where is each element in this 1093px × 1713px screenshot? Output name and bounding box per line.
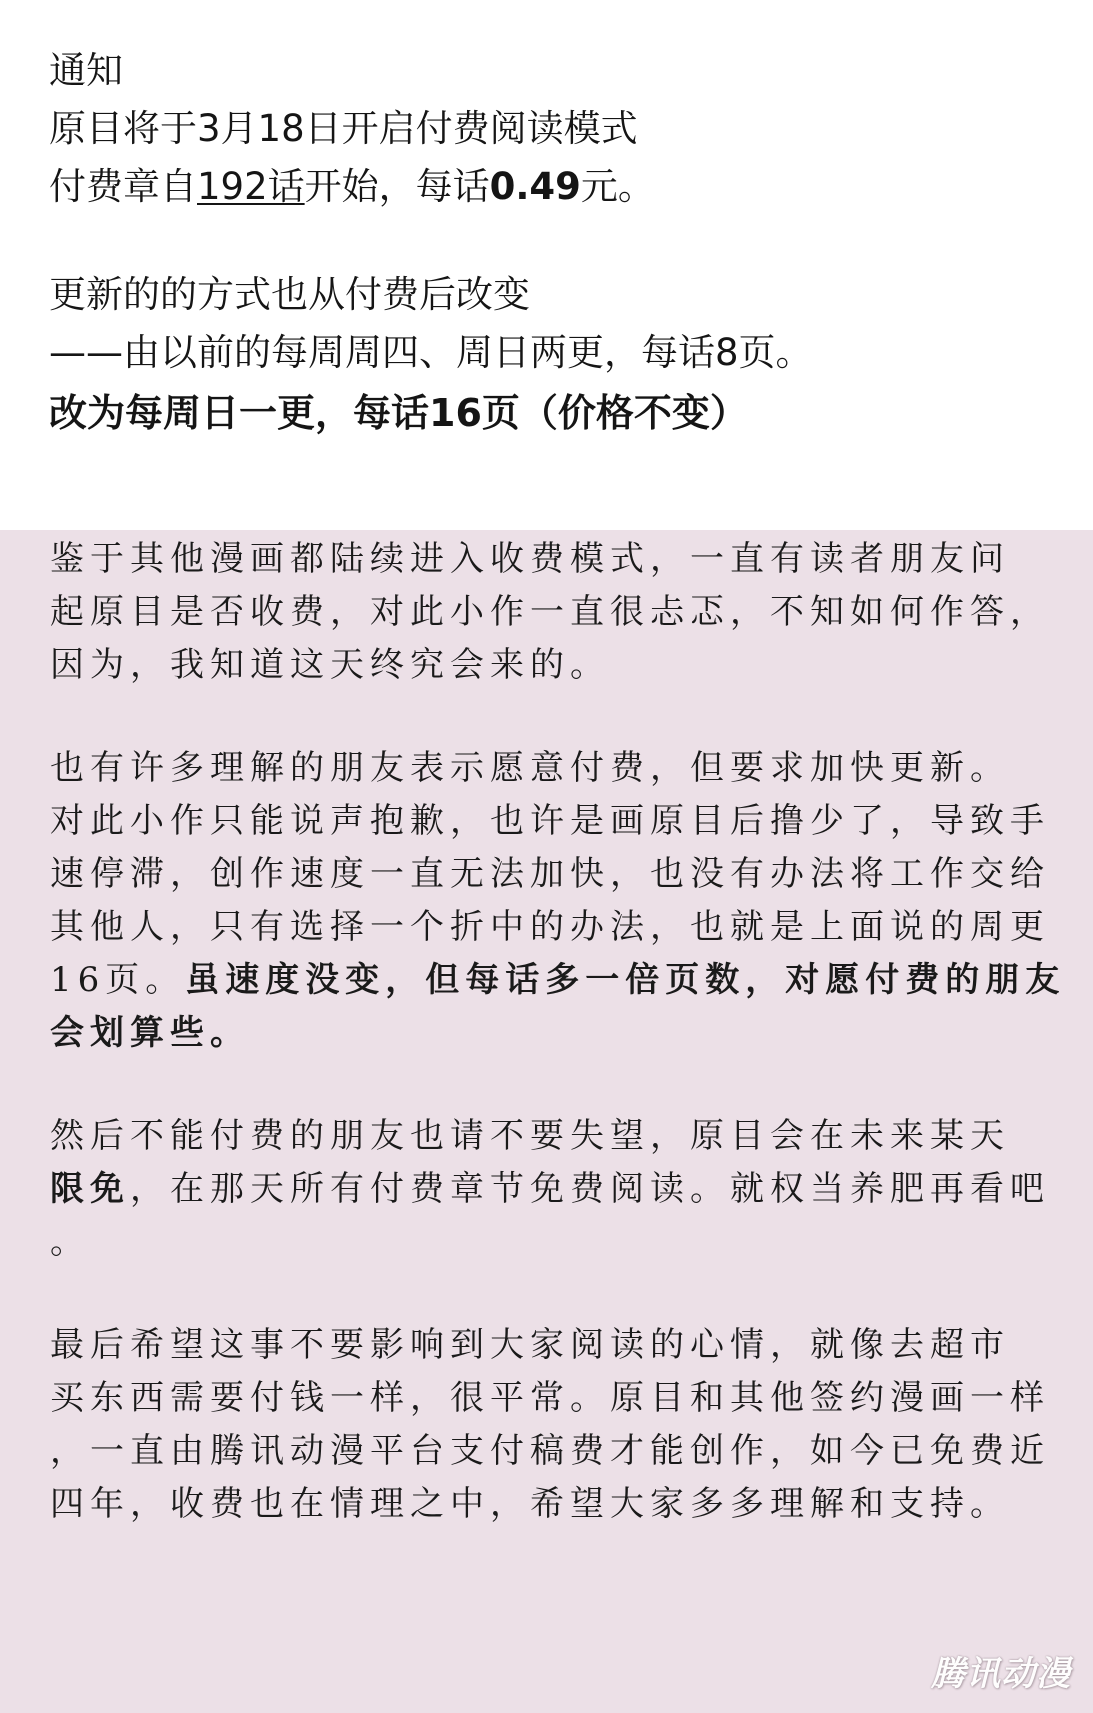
watermark-logo: 腾讯动漫 [931, 1654, 1071, 1694]
letter-section [0, 530, 1093, 1713]
letter-p4-line3: ，一直由腾讯动漫平台支付稿费才能创作，如今已免费近 [50, 1431, 1050, 1471]
letter-p3-line1: 然后不能付费的朋友也请不要失望，原目会在未来某天 [50, 1116, 1010, 1156]
price-text-c: 开始，每话 [304, 165, 490, 208]
notice-title: 通知 [49, 49, 123, 92]
letter-p2-line6: 会划算些。 [50, 1013, 250, 1053]
notice-start-date: 原目将于3月18日开启付费阅读模式 [49, 107, 638, 150]
letter-p1-line2: 起原目是否收费，对此小作一直很忐忑，不知如何作答， [50, 592, 1050, 632]
notice-old-schedule: ——由以前的每周周四、周日两更，每话8页。 [49, 331, 813, 374]
price-unit: 元。 [580, 165, 655, 208]
letter-p4-line4: 四年，收费也在情理之中，希望大家多多理解和支持。 [50, 1484, 1010, 1524]
price-text-a: 付费章自 [49, 165, 197, 208]
letter-p4-line1: 最后希望这事不要影响到大家阅读的心情，就像去超市 [50, 1325, 1010, 1365]
letter-pages-count: 16页。 [50, 960, 186, 1000]
letter-free-limited: 限免 [50, 1169, 130, 1209]
letter-highlight: 虽速度没变，但每话多一倍页数，对愿付费的朋友 [185, 960, 1066, 1000]
notice-price [49, 164, 655, 210]
letter-p3-rest: ，在那天所有付费章节免费阅读。就权当养肥再看吧 [130, 1169, 1050, 1209]
letter-p1-line3: 因为，我知道这天终究会来的。 [50, 645, 610, 685]
letter-p2-line5 [50, 956, 1065, 1004]
letter-p1-line1: 鉴于其他漫画都陆续进入收费模式，一直有读者朋友问 [50, 539, 1010, 579]
letter-p2-line4: 其他人，只有选择一个折中的办法，也就是上面说的周更 [50, 907, 1050, 947]
letter-p2-line3: 速停滞，创作速度一直无法加快，也没有办法将工作交给 [50, 854, 1050, 894]
letter-p3-line3: 。 [50, 1222, 90, 1262]
notice-update-change: 更新的的方式也从付费后改变 [49, 273, 530, 316]
price-amount: 0.49 [489, 165, 581, 208]
letter-p2-line1: 也有许多理解的朋友表示愿意付费，但要求加快更新。 [50, 748, 1010, 788]
letter-p4-line2: 买东西需要付钱一样，很平常。原目和其他签约漫画一样 [50, 1378, 1050, 1418]
notice-section [0, 0, 1093, 530]
notice-new-schedule: 改为每周日一更，每话16页（价格不变） [49, 391, 748, 435]
letter-p2-line2: 对此小作只能说声抱歉，也许是画原目后撸少了，导致手 [50, 801, 1050, 841]
letter-p3-line2 [50, 1165, 1050, 1213]
price-chapter: 192话 [197, 165, 305, 208]
